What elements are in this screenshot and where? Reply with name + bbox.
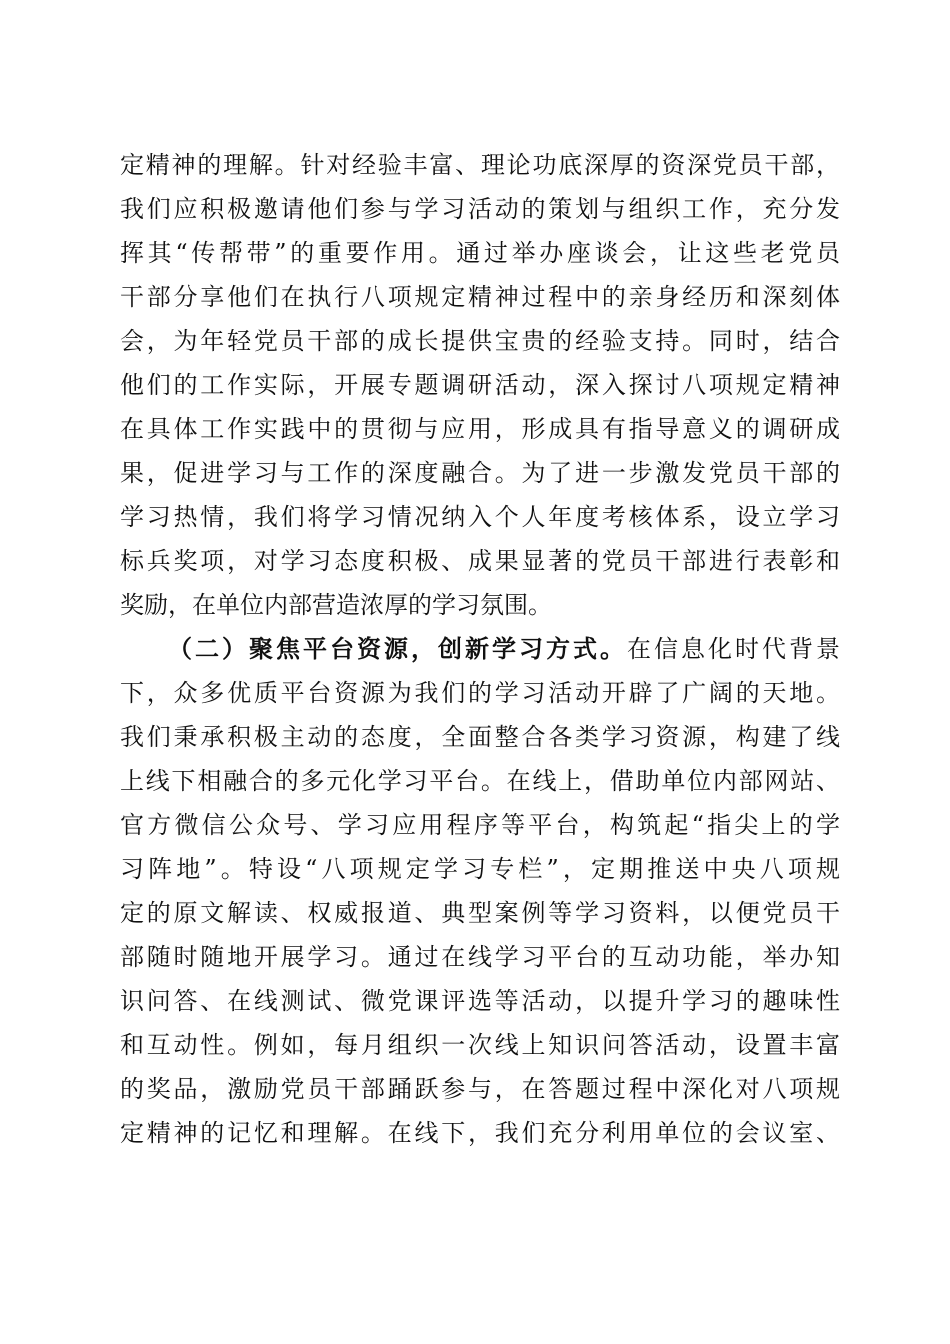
- text-line: 部随时随地开展学习。通过在线学习平台的互动功能，举办知: [120, 943, 840, 971]
- text-line: 奖励，在单位内部营造浓厚的学习氛围。: [120, 591, 552, 619]
- section-heading-continuation: 在信息化时代背景: [627, 635, 840, 663]
- text-line: 挥其“传帮带”的重要作用。通过举办座谈会，让这些老党员: [120, 239, 840, 267]
- text-line: 学习热情，我们将学习情况纳入个人年度考核体系，设立学习: [120, 503, 840, 531]
- text-line: 下，众多优质平台资源为我们的学习活动开辟了广阔的天地。: [120, 679, 840, 707]
- document-body: [120, 143, 840, 1155]
- paragraph-2: [120, 627, 840, 1155]
- text-line: 他们的工作实际，开展专题调研活动，深入探讨八项规定精神: [120, 371, 840, 399]
- paragraph-1: [120, 143, 840, 627]
- text-line: 我们应积极邀请他们参与学习活动的策划与组织工作，充分发: [120, 195, 840, 223]
- text-line: 果，促进学习与工作的深度融合。为了进一步激发党员干部的: [120, 459, 840, 487]
- text-line: 在具体工作实践中的贯彻与应用，形成具有指导意义的调研成: [120, 415, 840, 443]
- text-line: 标兵奖项，对学习态度积极、成果显著的党员干部进行表彰和: [120, 547, 840, 575]
- text-line: 定精神的理解。针对经验丰富、理论功底深厚的资深党员干部，: [120, 151, 840, 179]
- paragraph-2-first-line: [120, 627, 840, 671]
- text-line: 定精神的记忆和理解。在线下，我们充分利用单位的会议室、: [120, 1119, 840, 1147]
- text-line: 我们秉承积极主动的态度，全面整合各类学习资源，构建了线: [120, 723, 840, 751]
- text-line: 习阵地”。特设“八项规定学习专栏”，定期推送中央八项规: [120, 855, 840, 883]
- text-line: 上线下相融合的多元化学习平台。在线上，借助单位内部网站、: [120, 767, 840, 795]
- text-line: 官方微信公众号、学习应用程序等平台，构筑起“指尖上的学: [120, 811, 840, 839]
- text-line: 干部分享他们在执行八项规定精神过程中的亲身经历和深刻体: [120, 283, 840, 311]
- section-heading: （二）聚焦平台资源，创新学习方式。: [168, 634, 627, 663]
- text-line: 和互动性。例如，每月组织一次线上知识问答活动，设置丰富: [120, 1031, 840, 1059]
- text-line: 会，为年轻党员干部的成长提供宝贵的经验支持。同时，结合: [120, 327, 840, 355]
- text-line: 定的原文解读、权威报道、典型案例等学习资料，以便党员干: [120, 899, 840, 927]
- text-line: 的奖品，激励党员干部踊跃参与，在答题过程中深化对八项规: [120, 1075, 840, 1103]
- text-line: 识问答、在线测试、微党课评选等活动，以提升学习的趣味性: [120, 987, 840, 1015]
